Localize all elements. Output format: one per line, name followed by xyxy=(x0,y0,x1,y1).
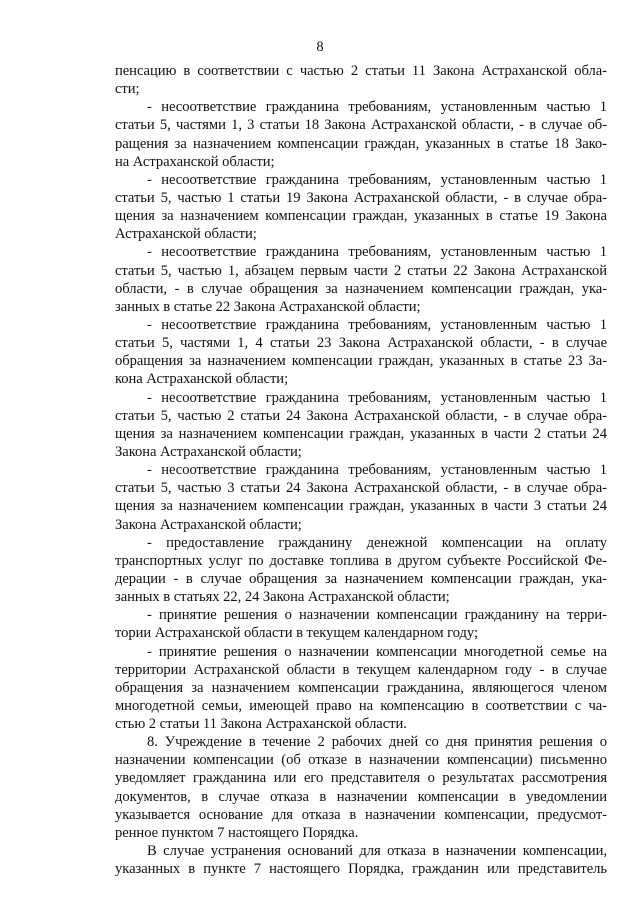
body-text xyxy=(115,62,607,878)
text-line: кона Астраханской области; xyxy=(115,371,289,388)
text-line: статьи 5, частью 1, абзацем первым части 2 статьи 22 Закона Астраханской xyxy=(115,262,607,279)
text-line: стью 2 статьи 11 Закона Астраханской области. xyxy=(115,716,407,733)
text-line: указанных в пункте 7 настоящего Порядка, гражданин или представитель xyxy=(115,861,607,878)
text-line: - несоответствие гражданина требованиям, установленным частью 1 xyxy=(147,171,607,188)
text-line: уведомляет гражданина или его представителя о результатах рассмотрения xyxy=(115,770,607,787)
text-line: Закона Астраханской области; xyxy=(115,443,302,460)
text-line: указывается основание для отказа в назначении компенсации, предусмот- xyxy=(115,806,607,823)
text-line: обращения за назначением компенсации гражданина, являющегося членом xyxy=(115,679,607,696)
text-line: щения за назначением компенсации граждан, указанных в статье 19 Закона xyxy=(115,208,607,225)
text-line: назначении компенсации (об отказе в назначении компенсации) письменно xyxy=(115,752,607,769)
text-line: тории Астраханской области в текущем календарном году; xyxy=(115,625,478,642)
text-line: многодетной семьи, имеющей право на компенсацию в соответствии с ча- xyxy=(115,697,607,714)
text-line: занных в статьях 22, 24 Закона Астраханской области; xyxy=(115,589,450,606)
text-line: щения за назначением компенсации граждан, указанных в части 2 статьи 24 xyxy=(115,425,607,442)
text-line: статьи 5, частью 2 статьи 24 Закона Астраханской области, - в случае обра- xyxy=(115,407,607,424)
text-line: - несоответствие гражданина требованиям, установленным частью 1 xyxy=(147,316,607,333)
text-line: транспортных услуг по доставке топлива в другом субъекте Российской Фе- xyxy=(115,552,607,569)
text-line: дерации - в случае обращения за назначением компенсации граждан, ука- xyxy=(115,570,607,587)
text-line: Закона Астраханской области; xyxy=(115,516,302,533)
text-line: - принятие решения о назначении компенсации гражданину на терри- xyxy=(147,607,607,624)
text-line: занных в статье 22 Закона Астраханской области; xyxy=(115,298,421,315)
text-line: области, - в случае обращения за назначением компенсации граждан, ука- xyxy=(115,280,607,297)
text-line: - предоставление гражданину денежной компенсации на оплату xyxy=(147,534,607,551)
text-line: - несоответствие гражданина требованиям, установленным частью 1 xyxy=(147,462,607,479)
text-line: статьи 5, частями 1, 3 статьи 18 Закона Астраханской области, - в случае об- xyxy=(115,117,607,134)
text-line: ращения за назначением компенсации граждан, указанных в статье 18 Зако- xyxy=(115,135,607,152)
text-line: - несоответствие гражданина требованиям, установленным частью 1 xyxy=(147,389,607,406)
text-line: Астраханской области; xyxy=(115,226,257,243)
text-line: статьи 5, частями 1, 4 статьи 23 Закона Астраханской области, - в случае xyxy=(115,335,607,352)
text-line: статьи 5, частью 1 статьи 19 Закона Астраханской области, - в случае обра- xyxy=(115,189,607,206)
text-line: на Астраханской области; xyxy=(115,153,275,170)
text-line: - несоответствие гражданина требованиям, установленным частью 1 xyxy=(147,99,607,116)
text-line: сти; xyxy=(115,81,140,98)
text-line: щения за назначением компенсации граждан, указанных в части 3 статьи 24 xyxy=(115,498,607,515)
text-line: - несоответствие гражданина требованиям, установленным частью 1 xyxy=(147,244,607,261)
text-line: территории Астраханской области в текущем календарном году - в случае xyxy=(115,661,607,678)
text-line: - принятие решения о назначении компенсации многодетной семье на xyxy=(147,643,607,660)
page-number: 8 xyxy=(316,39,324,55)
text-line: ренное пунктом 7 настоящего Порядка. xyxy=(115,824,359,841)
text-line: обращения за назначением компенсации граждан, указанных в статье 23 За- xyxy=(115,353,607,370)
text-line: статьи 5, частью 3 статьи 24 Закона Астраханской области, - в случае обра- xyxy=(115,480,607,497)
text-line: документов, в случае отказа в назначении компенсации в уведомлении xyxy=(115,788,607,805)
text-line: пенсацию в соответствии с частью 2 статьи 11 Закона Астраханской обла- xyxy=(115,63,607,79)
text-line: 8. Учреждение в течение 2 рабочих дней со дня принятия решения о xyxy=(147,734,607,751)
text-line: В случае устранения оснований для отказа в назначении компенсации, xyxy=(147,843,607,860)
